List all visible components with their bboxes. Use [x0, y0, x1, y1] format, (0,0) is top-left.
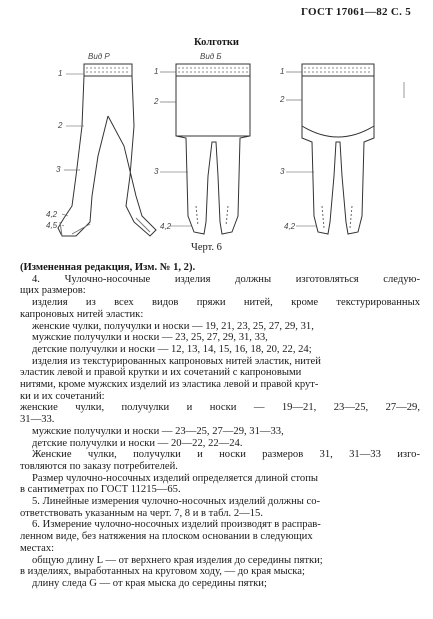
para-4-line-7: детские получулки и носки — 12, 13, 14, 15, 16, 18, 20, 22, 24;: [32, 343, 312, 355]
fig1-label-3: 3: [56, 165, 61, 174]
para-4-line-10: нитями, кроме мужских изделий из эластика левой и правой крут-: [20, 379, 319, 391]
tights-figure: [0, 46, 433, 242]
fig3-label-42: 4,2: [284, 222, 296, 231]
tights-drawing-front: [176, 64, 250, 234]
fig1-label-1: 1: [58, 69, 63, 78]
para-4-line-14: мужские получулки и носки — 23—25, 27—29, 31—33,: [32, 425, 284, 437]
para-4-line-6: мужские получулки и носки — 23, 25, 27, 29, 31, 33,: [32, 332, 268, 344]
figure-title: Колготки: [194, 37, 239, 48]
para-4-line-18: Размер чулочно-носочных изделий определяется длиной стопы: [32, 472, 318, 484]
para-6-line-6: длину следа G — от края мыска до середины пятки;: [32, 577, 267, 589]
fig2-label-3: 3: [154, 167, 159, 176]
page-header: ГОСТ 17061—82 С. 5: [300, 6, 411, 18]
fig3-label-3: 3: [280, 167, 285, 176]
para-4-line-16: Женские чулки, получулки и носки размеров 31, 31—33 изго-: [32, 449, 420, 461]
para-5-line-2: ответствовать указанным на черт. 7, 8 и в табл. 2—15.: [20, 507, 263, 519]
para-4-line-17: товляются по заказу потребителей.: [20, 460, 178, 472]
para-4-line-4: капроновых нитей эластик:: [20, 308, 144, 320]
figure-caption: Черт. 6: [191, 242, 222, 253]
para-4-line-9: эластик левой и правой крутки и их сочетаний с капроновыми: [20, 367, 302, 379]
para-6-line-2: ленном виде, без натяжения на плоском основании в следующих: [20, 531, 313, 543]
tights-drawing-side: [58, 64, 159, 236]
fig2-label-2: 2: [154, 97, 159, 106]
fig1-top-label: Вид Р: [88, 52, 110, 61]
tights-drawing-back: [302, 64, 374, 234]
fig2-label-1: 1: [154, 67, 159, 76]
fig3-label-1: 1: [280, 67, 285, 76]
para-4-line-19: в сантиметрах по ГОСТ 11215—65.: [20, 484, 181, 496]
para-4-line-13: 31—33.: [20, 414, 55, 426]
para-4-line-15: детские получулки и носки — 20—22, 22—24.: [32, 437, 243, 449]
fig1-label-45: 4,5: [46, 221, 58, 230]
fig1-label-42: 4,2: [46, 210, 58, 219]
fig3-label-2: 2: [280, 95, 285, 104]
para-6-line-3: местах:: [20, 542, 55, 554]
fig1-label-2: 2: [58, 121, 63, 130]
para-4-line-12: женские чулки, получулки и носки — 19—21, 23—25, 27—29,: [20, 402, 420, 414]
para-6-line-4: общую длину L — от верхнего края изделия до середины пятки;: [32, 554, 323, 566]
para-4-line-1: 4. Чулочно-носочные изделия должны изготовляться следую-: [32, 273, 420, 285]
para-4-line-11: ки и их сочетаний:: [20, 390, 105, 402]
document-body: [20, 262, 420, 590]
para-6-line-5: в изделиях, выработанных на круговом ходу, — до края мыска;: [20, 566, 305, 578]
para-4-line-5: женские чулки, получулки и носки — 19, 21, 23, 25, 27, 29, 31,: [32, 320, 314, 332]
para-4-line-2: щих размеров:: [20, 285, 86, 297]
amendment-note: (Измененная редакция, Изм. № 1, 2).: [20, 262, 196, 273]
para-6-line-1: 6. Измерение чулочно-носочных изделий производят в расправ-: [32, 519, 321, 531]
para-4-line-3: изделия из всех видов пряжи нитей, кроме текстурированных: [32, 297, 420, 309]
fig2-top-label: Вид Б: [200, 52, 222, 61]
para-4-line-8: изделия из текстурированных капроновых нитей эластик, нитей: [32, 355, 321, 367]
para-5-line-1: 5. Линейные измерения чулочно-носочных изделий должны со-: [32, 496, 321, 508]
fig2-label-42: 4,2: [160, 222, 172, 231]
